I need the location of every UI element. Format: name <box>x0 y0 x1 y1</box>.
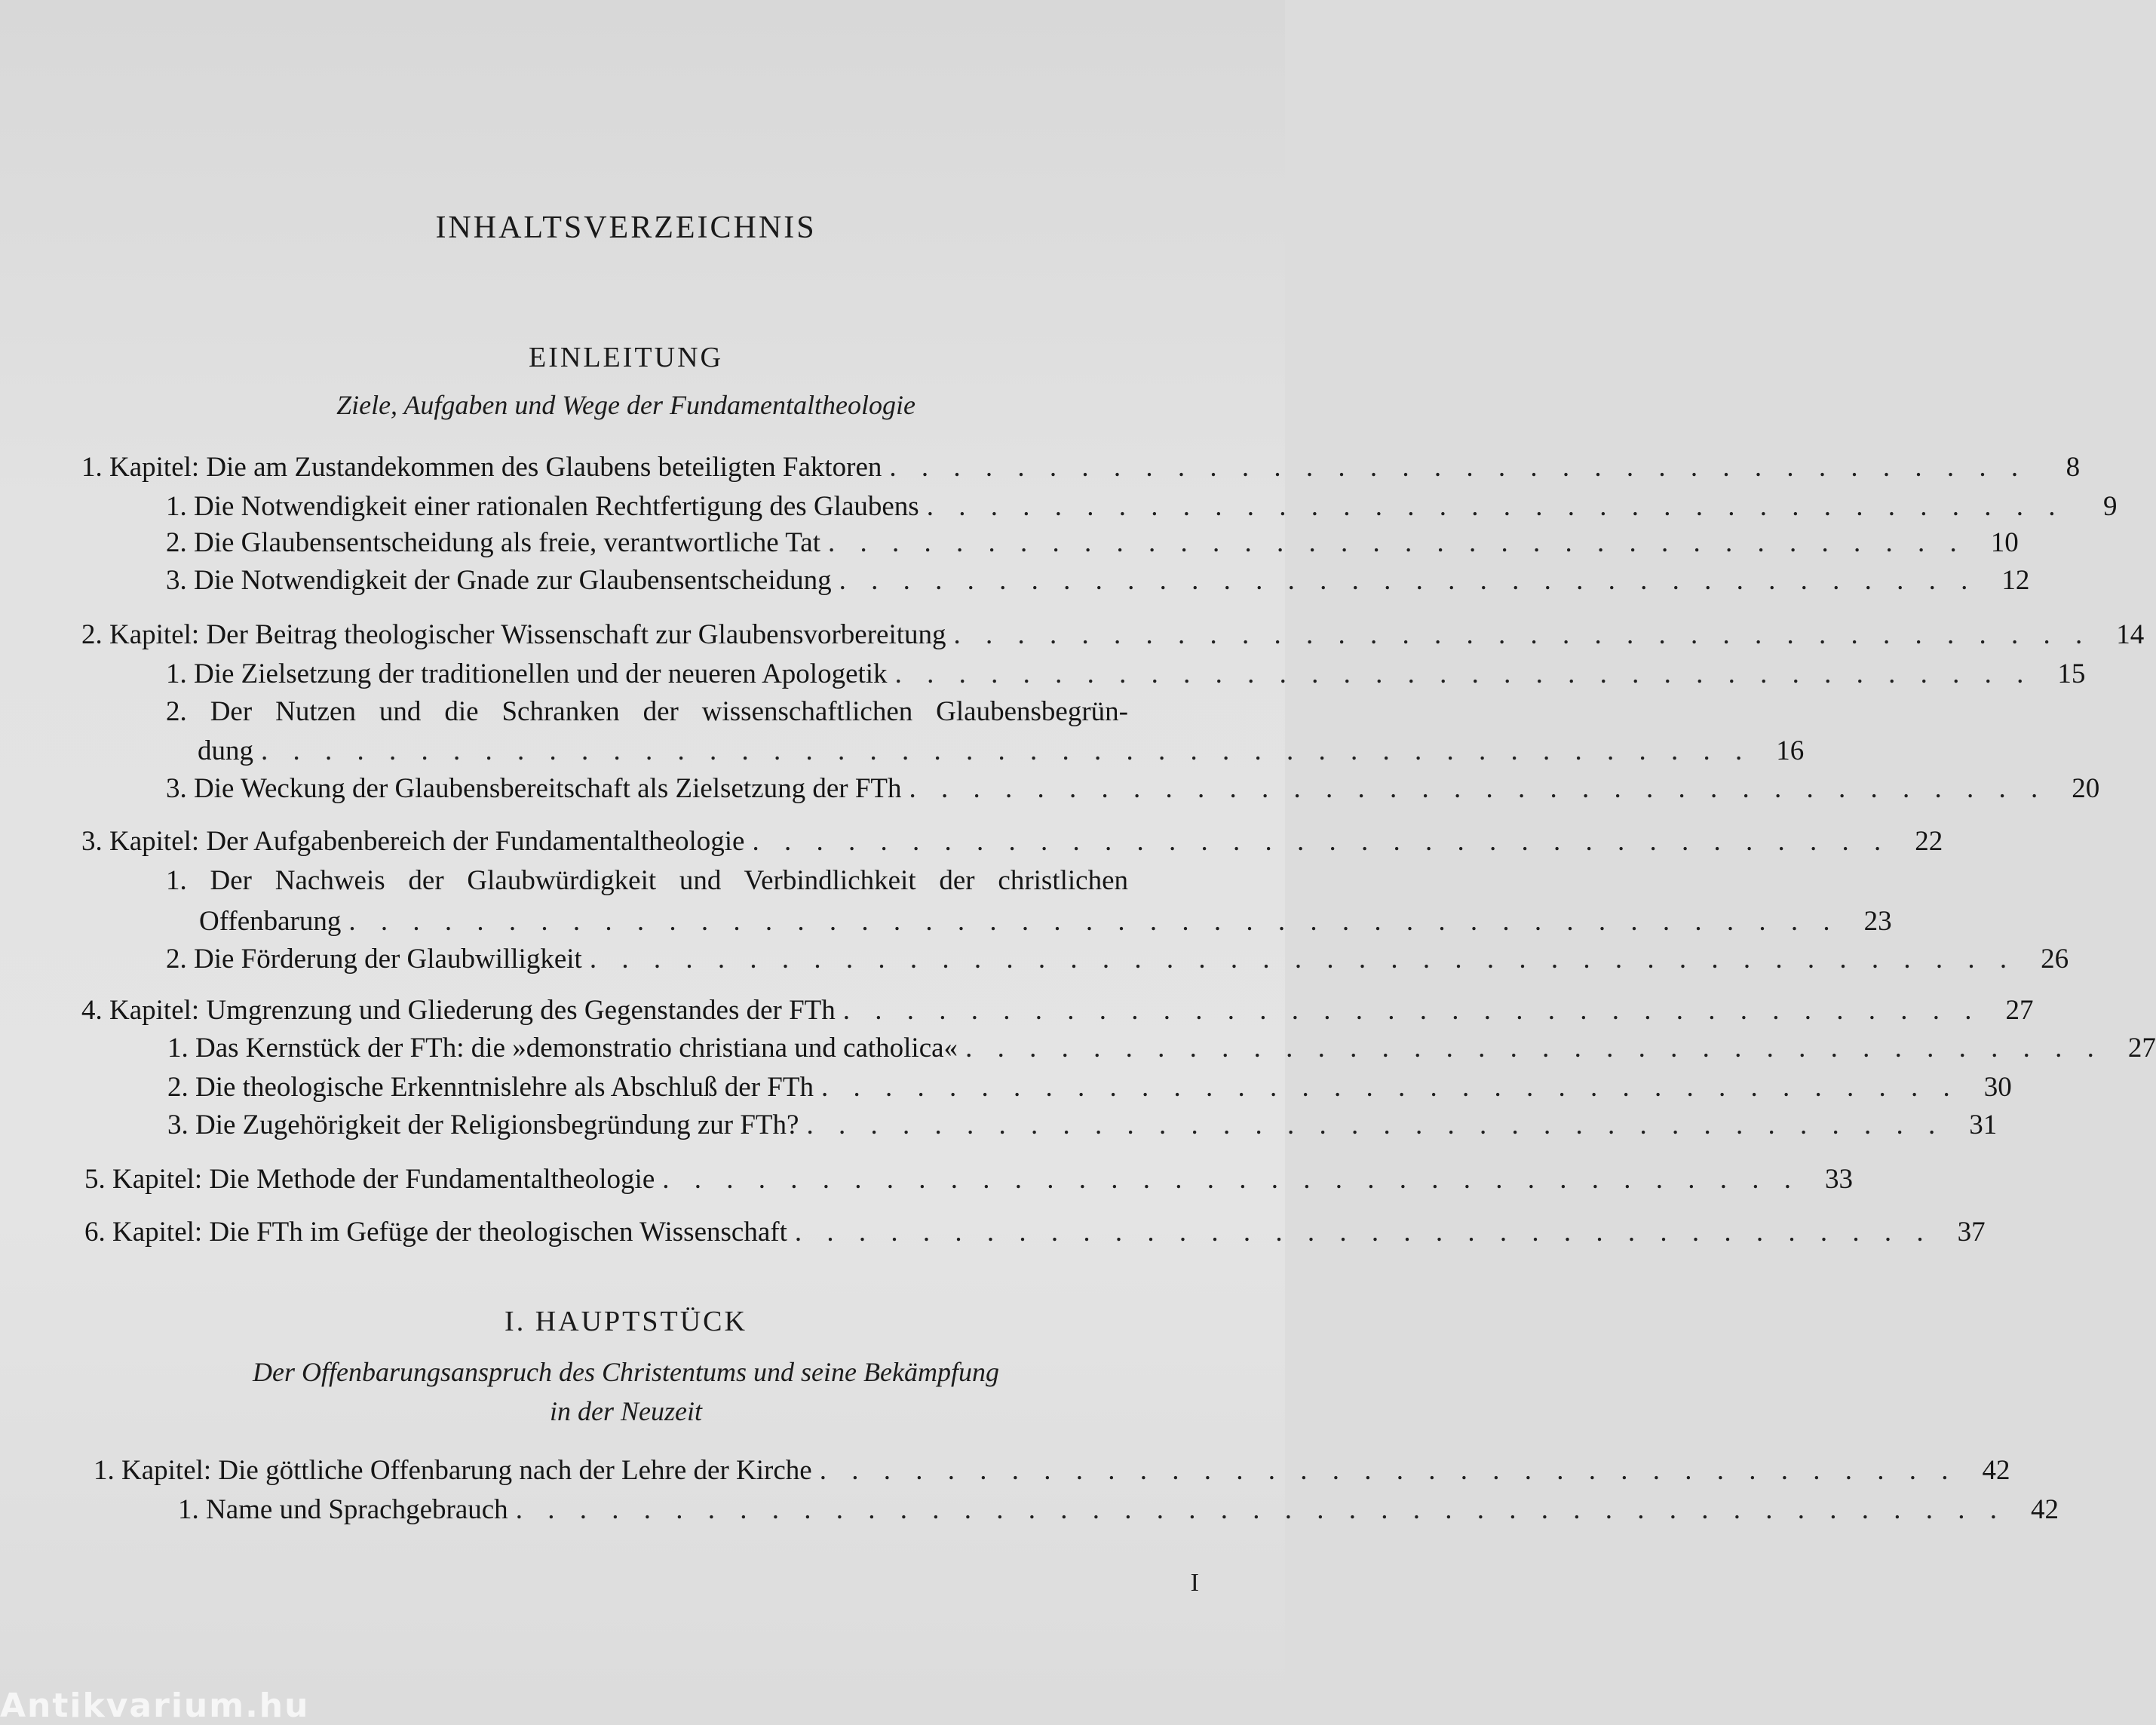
leader-dots: . . . . . . . . . . . . . . . . . . . . . . . . . . . . . . . . . . . . <box>965 1033 2103 1064</box>
toc-subsection-label: 3. Die Notwendigkeit der Gnade zur Glaubensentscheidung <box>166 565 832 596</box>
toc-subsection-label: 3. Die Zugehörigkeit der Religionsbegründung zur FTh? <box>167 1110 799 1140</box>
toc-page-number: 42 <box>2030 1494 2059 1525</box>
toc-chapter-5[interactable] <box>84 1163 1853 1196</box>
toc-subsection[interactable] <box>166 772 2100 805</box>
section-title-einleitung: EINLEITUNG <box>529 342 723 373</box>
toc-subsection-label: 1. Das Kernstück der FTh: die »demonstratio christiana und catholica« <box>167 1033 958 1064</box>
toc-page-number: 27 <box>2005 995 2034 1026</box>
toc-heading: INHALTSVERZEICHNIS <box>435 210 817 245</box>
leader-dots: . . . . . . . . . . . . . . . . . . . . . . . . . . . . . . . . . . . . . . . . . . . . . . . <box>515 1494 2006 1525</box>
toc-subsection-line1: 2. Der Nutzen und die Schranken der wissenschaftlichen Glaubensbegrün- <box>166 696 1128 727</box>
leader-dots: . . . . . . . . . . . . . . . . . . . . . . . . . . . . . . . . . . . . <box>819 1455 1958 1486</box>
toc-page-number: 9 <box>2102 491 2118 522</box>
toc-page-number: 16 <box>1776 735 1805 766</box>
leader-dots: . . . . . . . . . . . . . . . . . . . . . . . . . . . . . . . . . . . . <box>827 527 1966 558</box>
toc-chapter-h1[interactable] <box>94 1454 2010 1487</box>
toc-page-number: 15 <box>2057 658 2086 689</box>
toc-page-number: 22 <box>1915 826 1943 857</box>
toc-chapter-3[interactable] <box>81 825 1943 858</box>
leader-dots: . . . . . . . . . . . . . . . . . . . . . . . . . . . . . . . . . . . . <box>894 658 2033 689</box>
toc-subsection-line1: 1. Der Nachweis der Glaubwürdigkeit und Verbindlichkeit der christlichen <box>166 865 1128 896</box>
toc-page-number: 26 <box>2041 944 2069 975</box>
toc-page-number: 37 <box>1957 1217 1986 1248</box>
toc-page-number: 33 <box>1825 1164 1853 1195</box>
toc-subsection-label: 1. Die Zielsetzung der traditionellen und der neueren Apologetik <box>166 658 888 689</box>
toc-page-number: 31 <box>1969 1110 1998 1140</box>
toc-chapter-1[interactable] <box>81 451 2081 483</box>
leader-dots: . . . . . . . . . . . . . . . . . . . . . . . . . . . . . . . . . . . . <box>820 1072 1959 1103</box>
toc-page-number: 42 <box>1982 1455 2010 1486</box>
leader-dots: . . . . . . . . . . . . . . . . . . . . . . . . . . . . . . . . . . . . <box>752 826 1891 857</box>
toc-subsection[interactable] <box>198 735 1805 767</box>
leader-dots: . . . . . . . . . . . . . . . . . . . . . . . . . . . . . . . . . . . . <box>842 995 1981 1026</box>
toc-page-number: 27 <box>2127 1033 2156 1064</box>
toc-subsection[interactable] <box>199 905 1892 938</box>
folio-page-number: I <box>1190 1569 1199 1597</box>
toc-chapter-2[interactable] <box>81 618 2145 651</box>
toc-page-number: 10 <box>1990 527 2019 558</box>
toc-subsection-label: Offenbarung <box>199 906 342 937</box>
toc-subsection[interactable] <box>167 1032 2156 1064</box>
leader-dots: . . . . . . . . . . . . . . . . . . . . . . . . . . . . . . . . . . . . <box>839 565 1977 596</box>
leader-dots: . . . . . . . . . . . . . . . . . . . . . . . . . . . . . . . . . . . . <box>662 1164 1800 1195</box>
toc-subsection[interactable] <box>166 564 2030 597</box>
toc-chapter-label: 2. Kapitel: Der Beitrag theologischer Wissenschaft zur Glaubensvorbereitung <box>81 619 946 650</box>
toc-subsection-label: 1. Die Notwendigkeit einer rationalen Rechtfertigung des Glaubens <box>166 491 919 522</box>
toc-page-number: 30 <box>1983 1072 2012 1103</box>
toc-subsection-label: 2. Die Förderung der Glaubwilligkeit <box>166 944 582 975</box>
toc-subsection[interactable] <box>166 658 2086 690</box>
leader-dots: . . . . . . . . . . . . . . . . . . . . . . . . . . . . . . . . . . . . <box>953 619 2092 650</box>
section-subtitle-line1: Der Offenbarungsanspruch des Christentums und seine Bekämpfung <box>253 1357 999 1387</box>
leader-dots: . . . . . . . . . . . . . . . . . . . . . . . . . . . . . . . . . . . . . . . . . . . . . . . <box>261 735 1752 766</box>
toc-subsection-label: 2. Die Glaubensentscheidung als freie, verantwortliche Tat <box>166 527 820 558</box>
toc-subsection[interactable] <box>178 1493 2059 1526</box>
toc-page-number: 20 <box>2072 773 2100 804</box>
toc-chapter-label: 1. Kapitel: Die göttliche Offenbarung nach der Lehre der Kirche <box>94 1455 812 1486</box>
toc-page-number: 8 <box>2066 452 2081 483</box>
toc-page-number: 12 <box>2001 565 2030 596</box>
section-subtitle-einleitung: Ziele, Aufgaben und Wege der Fundamentaltheologie <box>336 390 915 420</box>
toc-subsection[interactable] <box>167 1071 2012 1103</box>
section-subtitle-line2: in der Neuzeit <box>550 1396 702 1426</box>
toc-subsection[interactable] <box>166 943 2069 975</box>
toc-page-number: 23 <box>1863 906 1892 937</box>
toc-chapter-label: 6. Kapitel: Die FTh im Gefüge der theologischen Wissenschaft <box>84 1217 787 1248</box>
toc-chapter-6[interactable] <box>84 1216 1986 1248</box>
toc-chapter-label: 5. Kapitel: Die Methode der Fundamentaltheologie <box>84 1164 655 1195</box>
leader-dots: . . . . . . . . . . . . . . . . . . . . . . . . . . . . . . . . . . . . . . . . . . . . . <box>589 944 2016 975</box>
leader-dots: . . . . . . . . . . . . . . . . . . . . . . . . . . . . . . . . . . . . <box>794 1217 1933 1248</box>
toc-subsection-label: 3. Die Weckung der Glaubensbereitschaft als Zielsetzung der FTh <box>166 773 902 804</box>
leader-dots: . . . . . . . . . . . . . . . . . . . . . . . . . . . . . . . . . . . . . . . . . . . . . . . <box>348 906 1839 937</box>
toc-subsection-label: dung <box>198 735 253 766</box>
toc-subsection[interactable] <box>166 490 2118 523</box>
toc-subsection[interactable] <box>166 526 2019 559</box>
toc-chapter-label: 1. Kapitel: Die am Zustandekommen des Glaubens beteiligten Faktoren <box>81 452 882 483</box>
toc-subsection-label: 1. Name und Sprachgebrauch <box>178 1494 508 1525</box>
toc-subsection[interactable] <box>167 1109 1998 1141</box>
leader-dots: . . . . . . . . . . . . . . . . . . . . . . . . . . . . . . . . . . . . <box>889 452 2028 483</box>
toc-chapter-4[interactable] <box>81 994 2034 1027</box>
toc-subsection-label: 2. Die theologische Erkenntnislehre als Abschluß der FTh <box>167 1072 814 1103</box>
toc-chapter-label: 3. Kapitel: Der Aufgabenbereich der Fundamentaltheologie <box>81 826 745 857</box>
leader-dots: . . . . . . . . . . . . . . . . . . . . . . . . . . . . . . . . . . . . <box>926 491 2065 522</box>
toc-page-number: 14 <box>2116 619 2145 650</box>
watermark-logo: Antikvarium.hu <box>0 1687 310 1725</box>
section-title-hauptstueck: I. HAUPTSTÜCK <box>504 1306 747 1337</box>
leader-dots: . . . . . . . . . . . . . . . . . . . . . . . . . . . . . . . . . . . . <box>806 1110 1945 1140</box>
leader-dots: . . . . . . . . . . . . . . . . . . . . . . . . . . . . . . . . . . . . <box>909 773 2047 804</box>
toc-chapter-label: 4. Kapitel: Umgrenzung und Gliederung des Gegenstandes der FTh <box>81 995 836 1026</box>
